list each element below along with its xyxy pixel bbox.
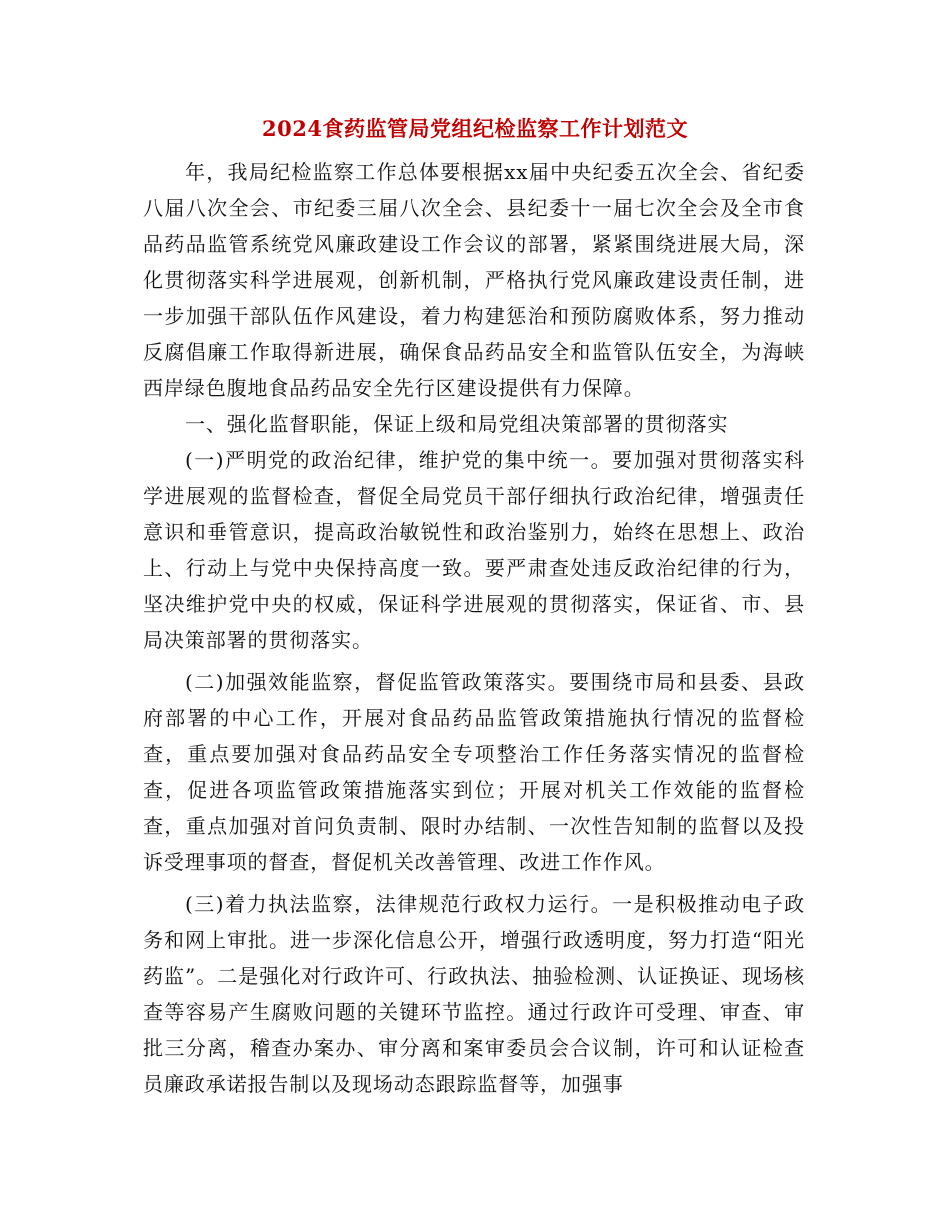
paragraph-item-3: (三)着力执法监察，法律规范行政权力运行。一是积极推动电子政务和网上审批。进一步深化信息公开，增强行政透明度，努力打造“阳光药监”。二是强化对行政许可、行政执法、抽验检测、认证换证、现场核查等容易产生腐败问题的关键环节监控。通过行政许可受理、审查、审批三分离，稽查办案办、审分离和案审委员会合议制，许可和认证检查员廉政承诺报告制以及现场动态跟踪监督等，加强事 <box>143 892 805 1096</box>
document-body <box>143 154 805 1102</box>
paragraph-item-1: (一)严明党的政治纪律，维护党的集中统一。要加强对贯彻落实科学进展观的监督检查，督促全局党员干部仔细执行政治纪律，增强责任意识和垂管意识，提高政治敏锐性和政治鉴别力，始终在思想上、政治上、行动上与党中央保持高度一致。要严肃查处违反政治纪律的行为，坚决维护党中央的权威，保证科学进展观的贯彻落实，保证省、市、县局决策部署的贯彻落实。 <box>143 448 805 652</box>
section-heading-1: 一、强化监督职能，保证上级和局党组决策部署的贯彻落实 <box>185 412 729 436</box>
paragraph-intro: 年，我局纪检监察工作总体要根据xx届中央纪委五次全会、省纪委八届八次全会、市纪委三届八次全会、县纪委十一届七次全会及全市食品药品监管系统党风廉政建设工作会议的部署，紧紧围绕进展大局，深化贯彻落实科学进展观，创新机制，严格执行党风廉政建设责任制，进一步加强干部队伍作风建设，着力构建惩治和预防腐败体系，努力推动反腐倡廉工作取得新进展，确保食品药品安全和监管队伍安全，为海峡西岸绿色腹地食品药品安全先行区建设提供有力保障。 <box>143 160 805 400</box>
paragraph-item-2: (二)加强效能监察，督促监管政策落实。要围绕市局和县委、县政府部署的中心工作，开展对食品药品监管政策措施执行情况的监督检查，重点要加强对食品药品安全专项整治工作任务落实情况的监督检查，促进各项监管政策措施落实到位；开展对机关工作效能的监督检查，重点加强对首问负责制、限时办结制、一次性告知制的监督以及投诉受理事项的督查，督促机关改善管理、改进工作作风。 <box>143 670 805 874</box>
document-title: 2024食药监管局党组纪检监察工作计划范文 <box>262 116 688 141</box>
